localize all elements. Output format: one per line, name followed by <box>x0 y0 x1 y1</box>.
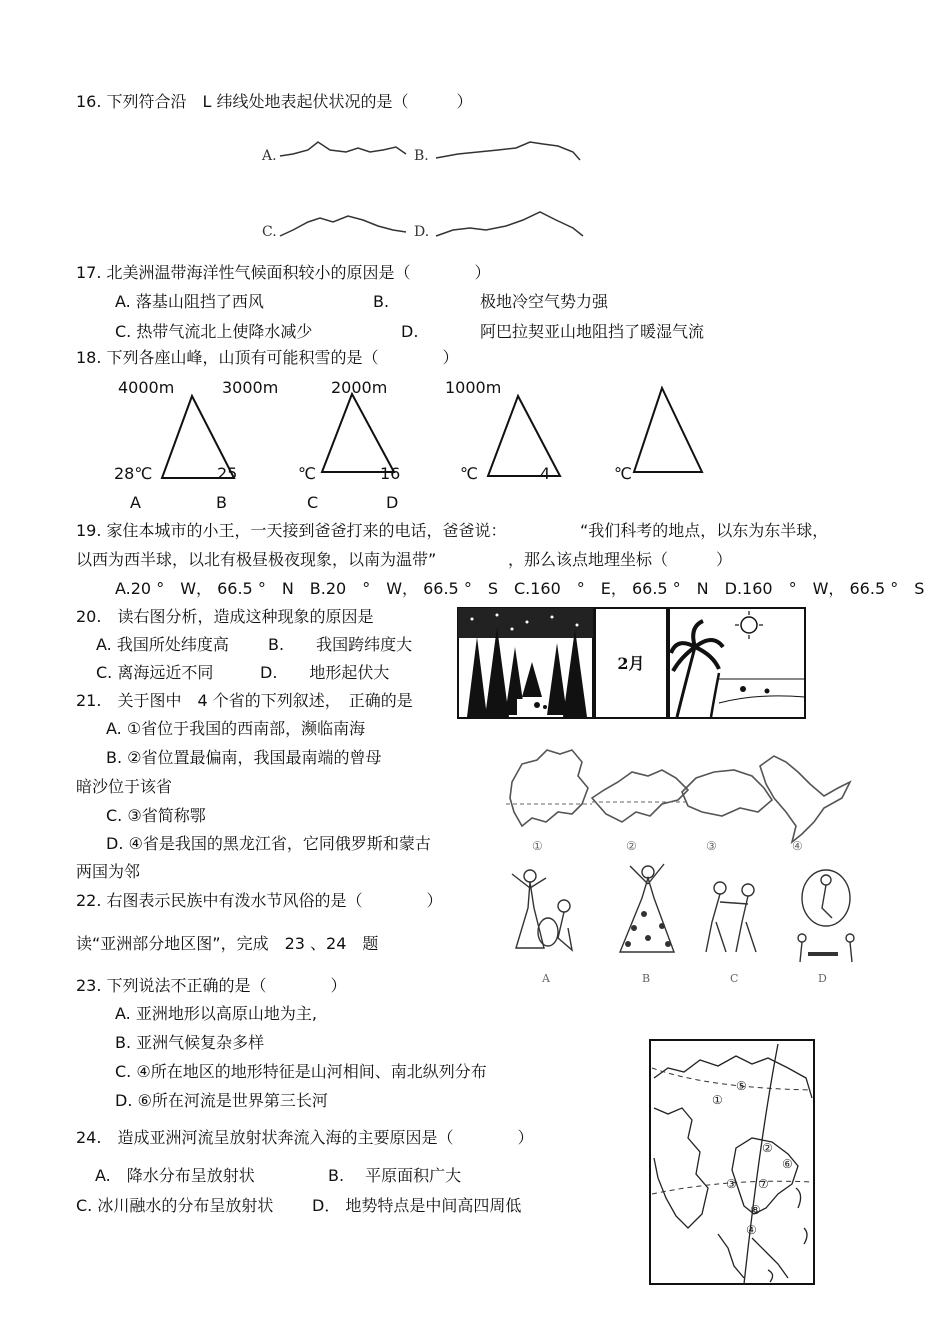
q21-option-b-line1: B. ②省位置最偏南，我国最南端的曾母 <box>106 748 382 767</box>
q21-option-c: C. ③省简称鄂 <box>106 806 206 825</box>
q17-option-d-text: 阿巴拉契亚山地阻挡了暖湿气流 <box>480 322 705 341</box>
q23-option-d: D. ⑥所在河流是世界第三长河 <box>115 1091 328 1110</box>
intro-23-24: 读“亚洲部分地区图”，完成 23 、24 题 <box>76 934 379 953</box>
q18-temp-a: 28℃ <box>114 464 153 483</box>
q18-temp-b-value: 25 <box>217 464 238 483</box>
q22-stem: 22. 右图表示民族中有泼水节风俗的是（ ） <box>76 891 443 910</box>
map-label-6: ⑥ <box>782 1157 793 1171</box>
q18-temp-b-unit: ℃ <box>298 464 316 483</box>
province-1-outline <box>510 750 588 826</box>
q21-province-outlines <box>502 742 862 858</box>
q17-option-a: A. 落基山阻挡了西风 <box>115 292 264 311</box>
q18-temp-c-value: 16 <box>380 464 401 483</box>
q18-temp-d-unit: ℃ <box>614 464 632 483</box>
map-label-3: ③ <box>726 1177 737 1191</box>
q23-option-b: B. 亚洲气候复杂多样 <box>115 1033 265 1052</box>
mountain-b <box>322 394 394 472</box>
q24-stem: 24. 造成亚洲河流呈放射状奔流入海的主要原因是（ ） <box>76 1128 534 1147</box>
profile-label-d: D. <box>414 224 430 240</box>
q18-letter-b: B <box>216 493 227 512</box>
province-label-2: ② <box>626 839 637 853</box>
q21-option-b-line2: 暗沙位于该省 <box>76 777 173 796</box>
asia-partial-map <box>648 1038 816 1286</box>
q23-option-a: A. 亚洲地形以高原山地为主, <box>115 1004 317 1023</box>
q18-stem: 18. 下列各座山峰，山顶有可能积雪的是（ ） <box>76 348 459 367</box>
q20-option-b: B. 我国跨纬度大 <box>268 635 413 654</box>
profile-b <box>436 142 580 160</box>
q21-stem: 21. 关于图中 4 个省的下列叙述， 正确的是 <box>76 691 413 710</box>
profile-d <box>436 212 583 236</box>
map-label-2: ② <box>762 1141 773 1155</box>
q24-option-b: B. 平原面积广大 <box>328 1166 462 1185</box>
q16-terrain-profiles <box>258 132 588 242</box>
q18-temp-c-unit: ℃ <box>460 464 478 483</box>
map-label-4: ④ <box>746 1223 757 1237</box>
q23-stem: 23. 下列说法不正确的是（ ） <box>76 976 347 995</box>
q20-figure-month-label: 2月 <box>617 654 645 673</box>
q17-option-d-letter: D. <box>401 322 419 341</box>
q23-option-c: C. ④所在地区的地形特征是山河相间、南北纵列分布 <box>115 1062 487 1081</box>
dance-label-c: C <box>730 972 739 985</box>
profile-label-c: C. <box>262 224 277 240</box>
q17-stem: 17. 北美洲温带海洋性气候面积较小的原因是（ ） <box>76 263 491 282</box>
dance-label-d: D <box>818 972 827 985</box>
q19-stem-line2b: ，那么该点地理坐标（ ） <box>508 550 733 569</box>
q21-option-d-line2: 两国为邻 <box>76 862 141 881</box>
q24-option-c: C. 冰川融水的分布呈放射状 <box>76 1196 274 1215</box>
province-2-outline <box>592 770 688 822</box>
q18-letter-c: C <box>307 493 319 512</box>
q24-option-a: A. 降水分布呈放射状 <box>95 1166 255 1185</box>
province-label-3: ③ <box>706 839 717 853</box>
province-3-outline <box>682 770 772 816</box>
mountain-d <box>634 388 702 472</box>
province-label-4: ④ <box>792 839 803 853</box>
q21-option-a: A. ①省位于我国的西南部，濒临南海 <box>106 719 366 738</box>
q20-stem: 20. 读右图分析，造成这种现象的原因是 <box>76 607 374 626</box>
q19-stem-line2a: 以西为西半球，以北有极昼极夜现象，以南为温带” <box>76 550 437 569</box>
q21-option-d-line1: D. ④省是我国的黑龙江省，它同俄罗斯和蒙古 <box>106 834 431 853</box>
province-4-outline <box>760 756 850 842</box>
dance-label-a: A <box>542 972 550 985</box>
q18-letter-d: D <box>386 493 399 512</box>
q18-height-a: 4000m <box>118 378 175 397</box>
q20-option-a: A. 我国所处纬度高 <box>96 635 229 654</box>
province-label-1: ① <box>532 839 543 853</box>
q22-ethnic-dance-figures <box>502 858 868 986</box>
q24-option-d: D． 地势特点是中间高四周低 <box>312 1196 522 1215</box>
q18-temp-d-value: 4 <box>540 464 551 483</box>
map-label-5: ⑤ <box>736 1079 747 1093</box>
q18-height-b: 3000m <box>222 378 279 397</box>
q17-option-b-letter: B. <box>373 292 390 311</box>
map-label-1: ① <box>712 1093 723 1107</box>
q18-letter-a: A <box>130 493 141 512</box>
q19-options: A.20 ° W， 66.5 ° N B.20 ° W， 66.5 ° S C.160 ° E， 66.5 ° N D.160 ° W， 66.5 ° S <box>115 579 925 598</box>
q16-stem: 16. 下列符合沿 L 纬线处地表起伏状况的是（ ） <box>76 92 473 111</box>
map-label-8: ⑧ <box>750 1203 761 1217</box>
q19-stem-part1: 19. 家住本城市的小王，一天接到爸爸打来的电话，爸爸说： <box>76 521 507 540</box>
q17-option-c: C. 热带气流北上使降水减少 <box>115 322 313 341</box>
profile-label-b: B. <box>414 148 429 164</box>
dance-label-b: B <box>642 972 651 985</box>
profile-c <box>280 216 406 236</box>
q20-figure-winter-comparison <box>457 607 807 719</box>
q18-height-c: 2000m <box>331 378 388 397</box>
map-label-7: ⑦ <box>758 1177 769 1191</box>
q20-option-c: C. 离海远近不同 <box>96 663 214 682</box>
q18-height-d: 1000m <box>445 378 502 397</box>
profile-a <box>280 142 406 156</box>
profile-label-a: A. <box>262 148 277 164</box>
q19-stem-part2: “我们科考的地点，以东为东半球， <box>580 521 829 540</box>
q20-option-d: D. 地形起伏大 <box>260 663 390 682</box>
q17-option-b-text: 极地冷空气势力强 <box>480 292 609 311</box>
